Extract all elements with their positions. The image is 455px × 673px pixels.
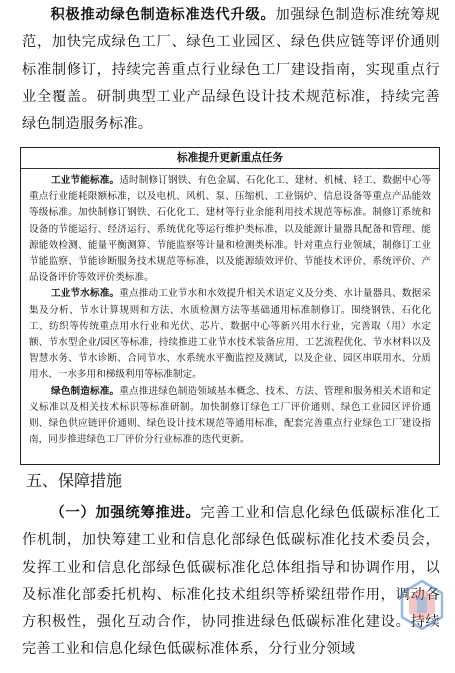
- task-text: 适时制修订钢铁、有色金属、石化化工、建材、机械、轻工、数据中心等重点行业能耗限额标准，以及电机、风机、泵、压缩机、工业锅炉、信息设备等重点产品能效等级标准。加快制修订钢铁、石化化工、建材等行业余能利用技术规范等标准。制修订系统和设备的节能运行、经济运行、系统优化等运行维护类标准，以及能源计量器具配备和管理、能源能效检测、能量平衡测算、节能监察等计量和检测类标准。针对重点行业领域，制修订工业节能监察、节能诊断服务技术规范等标准，以及能源绩效评价、节能技术评价、系统评价、产品设备评价等效评价类标准。: [29, 175, 432, 284]
- task-item-energy: [29, 173, 431, 286]
- paragraph-lead: （一）加强统筹推进。: [50, 505, 201, 521]
- task-head: 工业节能标准。: [51, 175, 120, 186]
- paragraph-text: 加强绿色制造标准统筹规范，加快完成绿色工厂、绿色工业园区、绿色供应链等评价通则标准制修订，持续完善重点行业绿色工厂建设指南，实现重点行业全覆盖。研制典型工业产品绿色设计技术规范标准，持续完善绿色制造服务标准。: [22, 7, 440, 133]
- logo-watermark-icon: [399, 579, 445, 631]
- task-item-water: [29, 286, 431, 383]
- section-heading: 五、保障措施: [26, 471, 123, 490]
- key-tasks-box: [20, 147, 440, 465]
- box-body: [21, 169, 439, 448]
- task-head: 绿色制造标准。: [51, 385, 120, 397]
- task-text: 重点推动工业节水和水效提升相关术语定义及分类、水计量器具、数据采集及分析、节水计算规则和方法、水质检测方法等基础通用标准制修订。围绕钢铁、石化化工、纺织等传统重点用水行业和光伏、芯片、数据中心等新兴用水行业，完善取（用）水定额、节水型企业/园区等标准，持续推进工业节水技术装备应用、工艺流程优化、节水材料以及智慧水务、节水诊断、合同节水、水系统水平衡监控及测试，以及企业、园区串联用水、分质用水、一水多用和梯级利用等标准制定。: [29, 288, 432, 381]
- box-title: 标准提升更新重点任务: [21, 148, 439, 169]
- task-text: 重点推进绿色制造领域基本概念、技术、方法、管理和服务相关术语和定义标准以及相关技术标识等标准研制。加快制修订绿色工厂评价通则、绿色工业园区评价通则、绿色供应链评价通则、绿色设计技术规范等通用标准，配套完善重点行业绿色工厂建设指南，同步推进绿色工厂评价分行业标准的迭代更新。: [29, 385, 432, 446]
- task-item-green: [29, 384, 431, 449]
- task-head: 工业节水标准。: [51, 288, 120, 300]
- paragraph-green-manufacturing: [22, 2, 440, 138]
- paragraph-coordination: [22, 500, 440, 664]
- paragraph-lead: 积极推动绿色制造标准迭代升级。: [50, 7, 276, 23]
- paragraph-text: 完善工业和信息化绿色低碳标准化工作机制，加快筹建工业和信息化部绿色低碳标准化技术委员会，发挥工业和信息化部绿色低碳标准化总体组指导和协调作用，以及标准化部委托机构、标准化技术组织等桥梁纽带作用，调动各方积极性，强化互动合作，协同推进绿色低碳标准化建设。持续完善工业和信息化绿色低碳标准体系，分行业分领域: [22, 505, 440, 658]
